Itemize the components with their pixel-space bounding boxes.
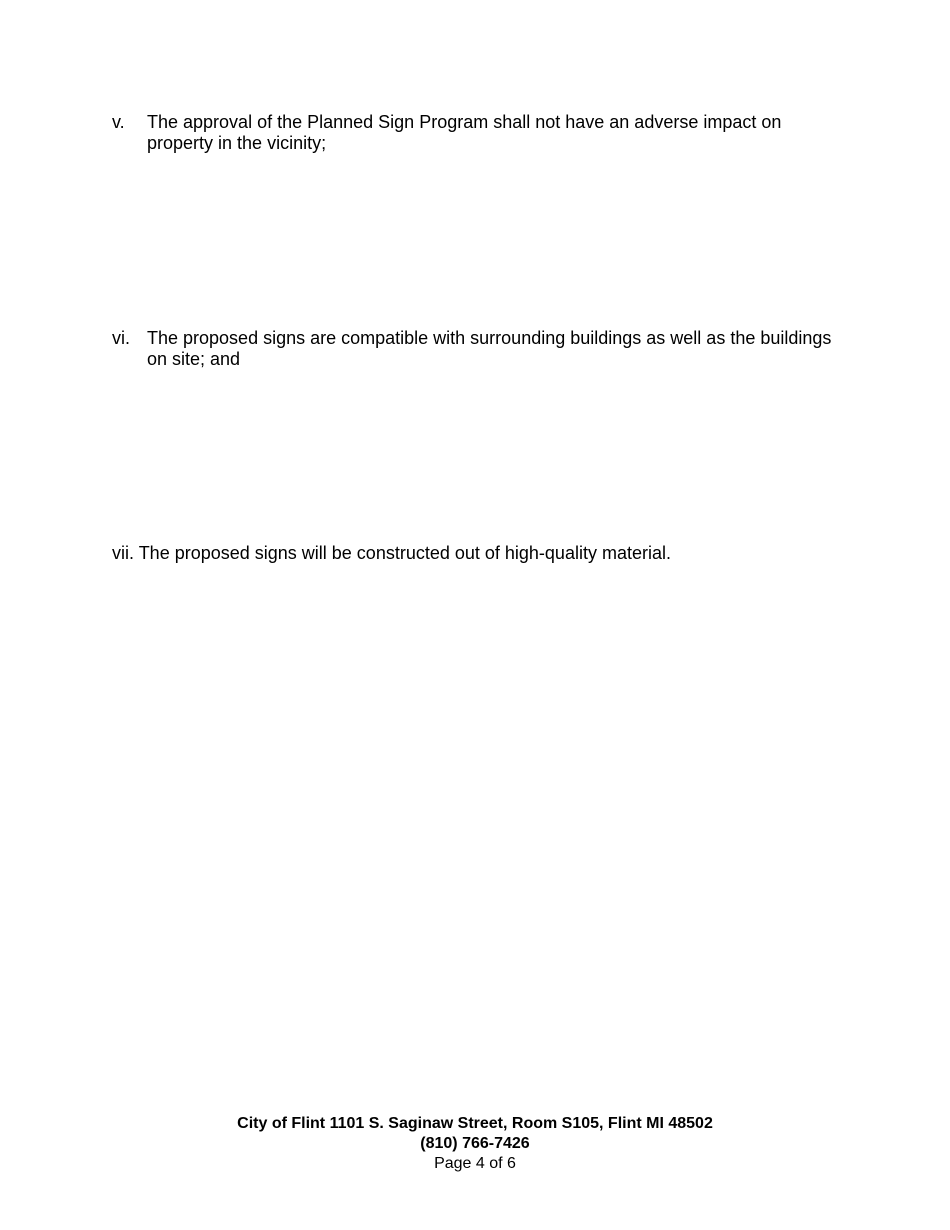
page-number: Page 4 of 6 bbox=[434, 1155, 516, 1172]
footer-phone: (810) 766-7426 bbox=[420, 1135, 530, 1152]
item-numeral: vi. bbox=[112, 328, 130, 348]
item-text: The proposed signs will be constructed out of high-quality material. bbox=[138, 543, 671, 563]
item-numeral: v. bbox=[112, 112, 125, 132]
item-text: The approval of the Planned Sign Program shall not have an adverse impact on property in the vicinity; bbox=[147, 112, 782, 153]
list-item-v bbox=[112, 112, 832, 156]
list-item-vii bbox=[112, 543, 671, 564]
footer bbox=[0, 1114, 950, 1174]
item-text: The proposed signs are compatible with surrounding buildings as well as the buildings on site; and bbox=[147, 328, 832, 369]
list-item-vi bbox=[112, 328, 832, 372]
item-numeral: vii. bbox=[112, 543, 134, 563]
footer-address: City of Flint 1101 S. Saginaw Street, Room S105, Flint MI 48502 bbox=[237, 1115, 713, 1132]
